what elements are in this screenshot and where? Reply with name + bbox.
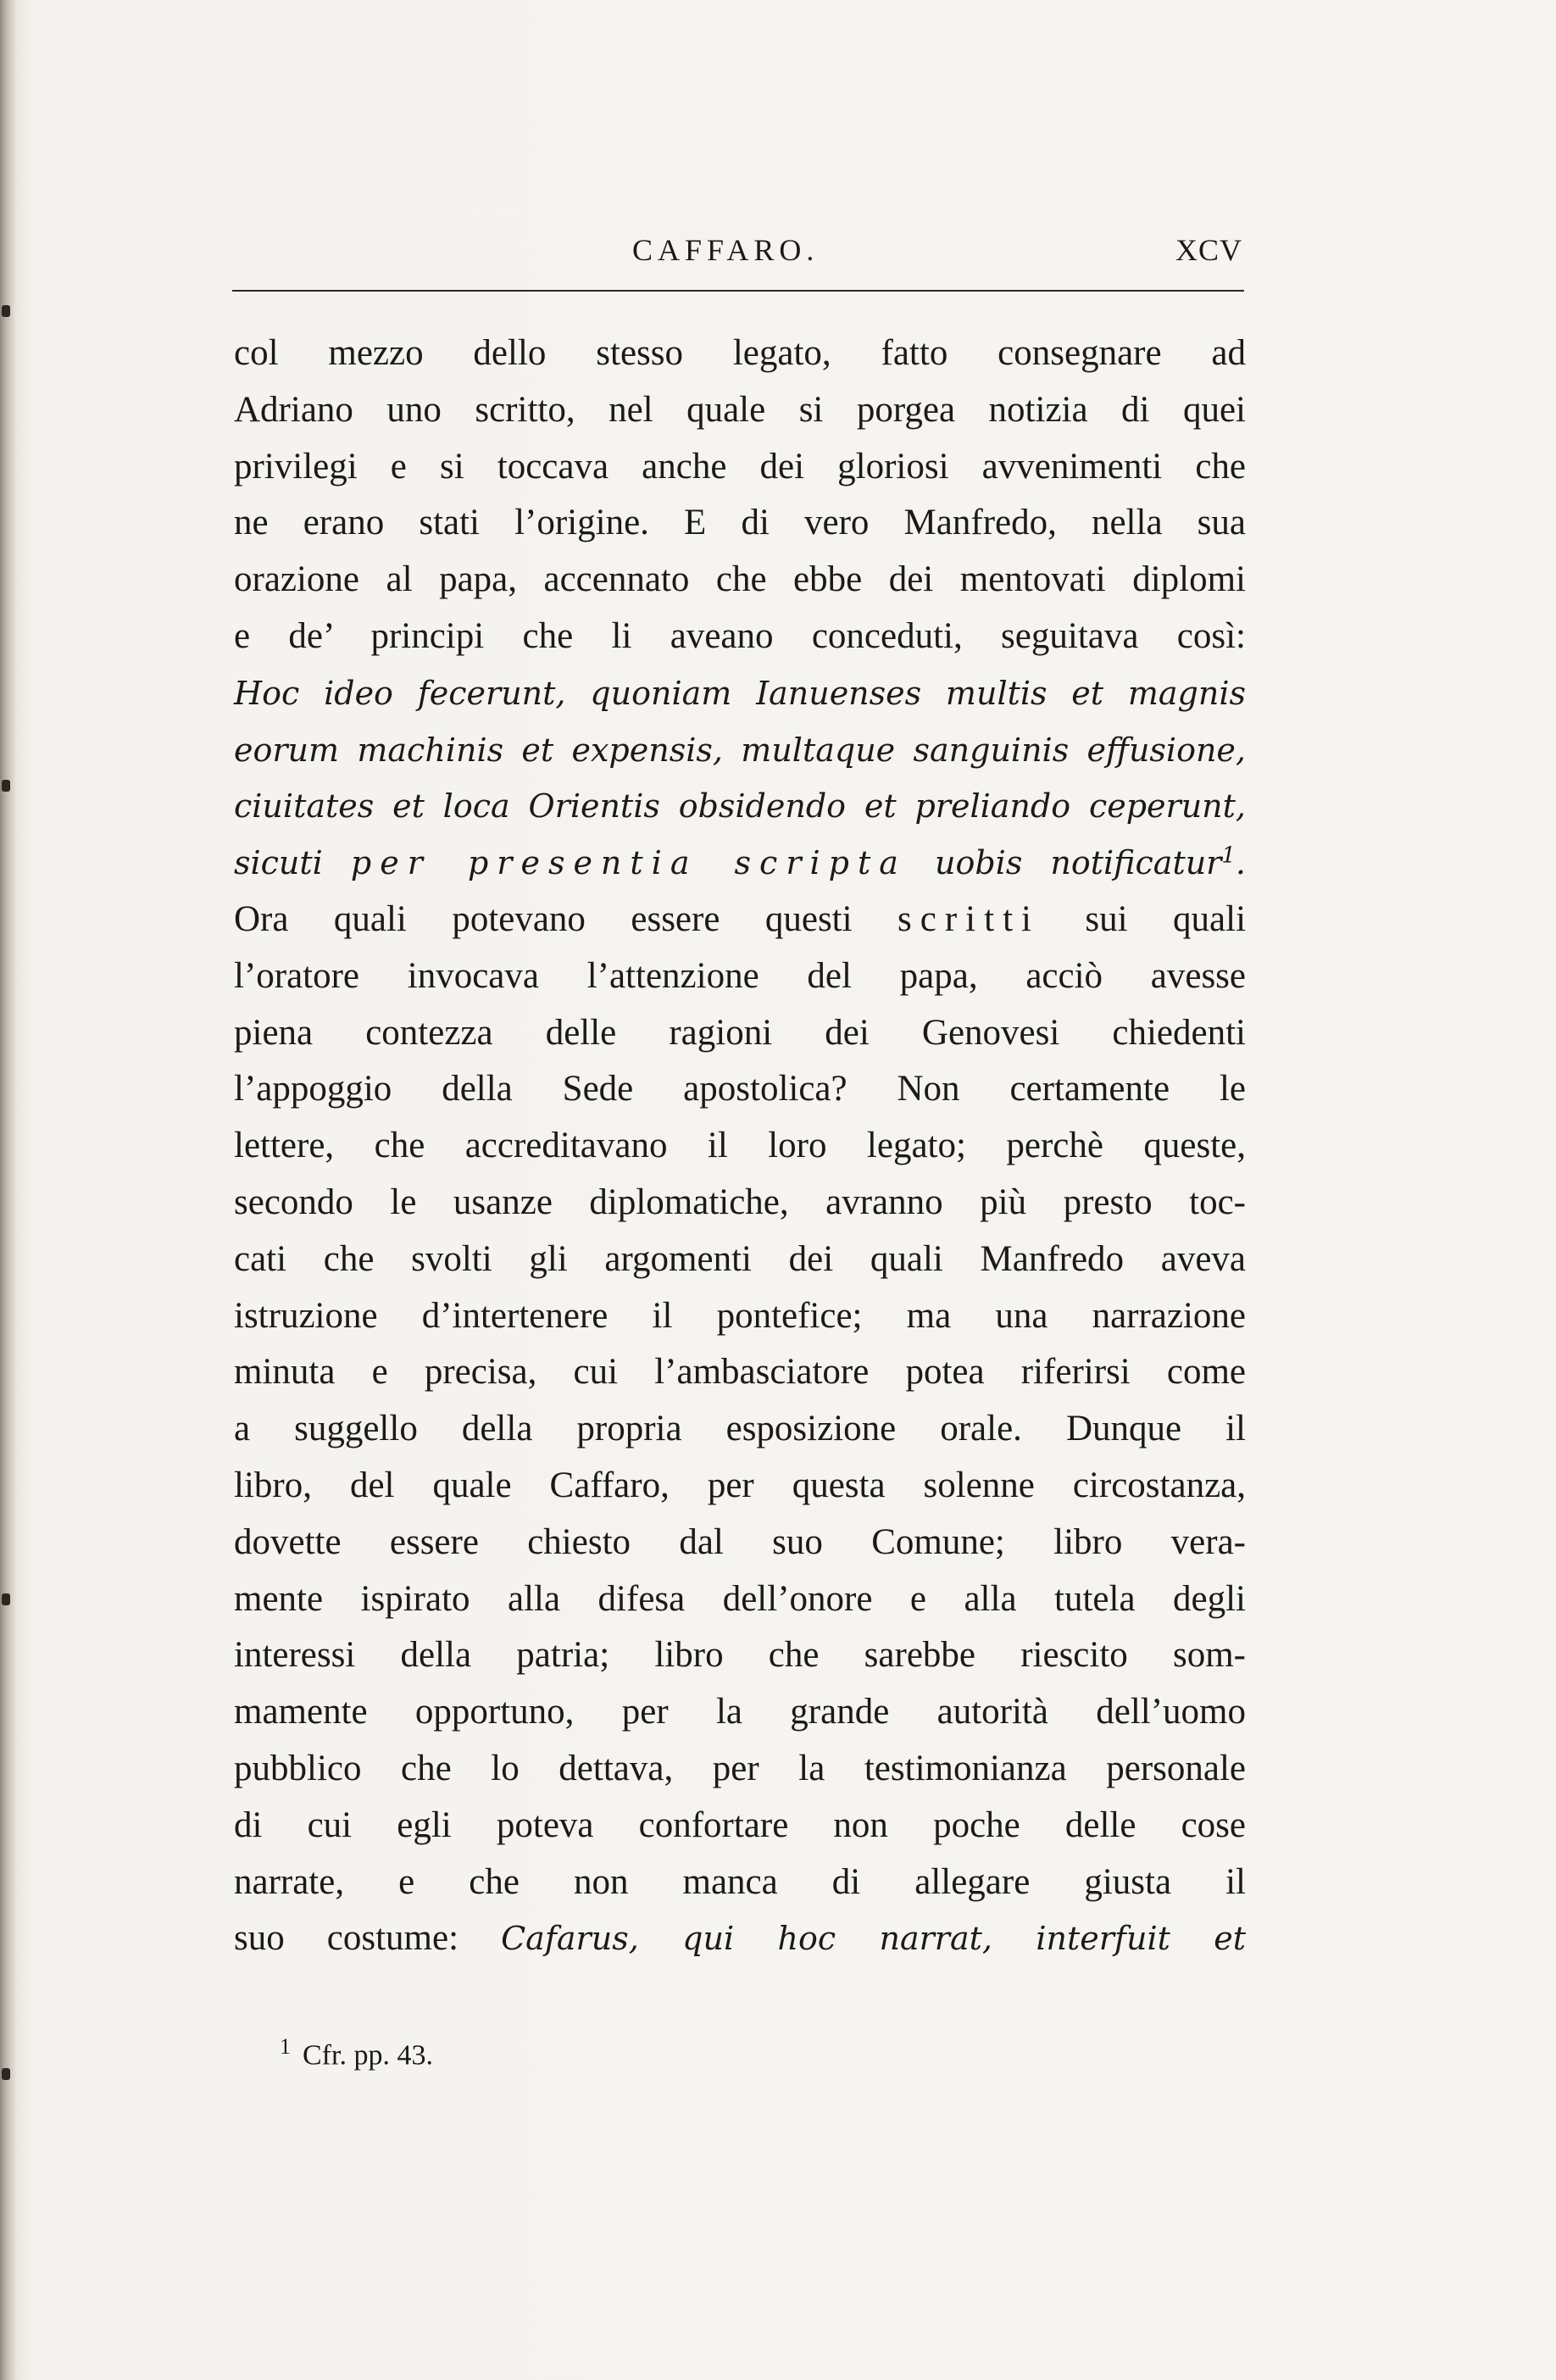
text-line: libro, del quale Caffaro, per questa solenne circostanza, <box>234 1465 1246 1505</box>
footnote-reference: 1 <box>1221 842 1236 869</box>
binding-stitch <box>2 1593 10 1605</box>
text-line: piena contezza delle ragioni dei Genovesi chiedenti <box>234 1012 1246 1053</box>
text-line: e de’ principi che li aveano conceduti, seguitava così: <box>234 615 1246 656</box>
text-line: orazione al papa, accennato che ebbe dei mentovati diplomi <box>234 559 1246 600</box>
text-line: dovette essere chiesto dal suo Comune; libro vera- <box>234 1521 1246 1562</box>
footnote-text: Cfr. pp. 43. <box>303 2039 433 2071</box>
footnote-mark: 1 <box>280 2034 291 2059</box>
latin-quote-line: Hoc ideo fecerunt, quoniam Ianuenses multis et magnis <box>234 674 1246 712</box>
running-head <box>234 229 1244 280</box>
header-rule <box>232 290 1244 292</box>
punctuation: . <box>1235 844 1246 882</box>
text-segment: suo costume: <box>234 1918 459 1959</box>
text-segment: Ora quali potevano essere questi <box>234 898 853 939</box>
running-head-title: CAFFARO. <box>632 233 820 267</box>
text-line: l’oratore invocava l’attenzione del papa, acciò avesse <box>234 955 1246 996</box>
latin-quote: Cafarus, qui hoc narrat, interfuit et <box>501 1920 1247 1958</box>
latin-phrase: uobis notificatur <box>934 844 1222 882</box>
text-line: privilegi e si toccava anche dei gloriosi avvenimenti che <box>234 446 1246 487</box>
latin-word: sicuti <box>234 844 323 882</box>
text-line: mamente opportuno, per la grande autorità dell’uomo <box>234 1692 1246 1732</box>
latin-quote-line: eorum machinis et expensis, multaque sanguinis effusione, <box>234 731 1246 769</box>
text-line: mente ispirato alla difesa dell’onore e alla tutela degli <box>234 1578 1246 1619</box>
text-line: pubblico che lo dettava, per la testimonianza personale <box>234 1748 1246 1788</box>
text-line: ne erano stati l’origine. E di vero Manfredo, nella sua <box>234 503 1246 543</box>
text-line: a suggello della propria esposizione orale. Dunque il <box>234 1409 1246 1449</box>
spaced-latin-phrase: per presentia scripta <box>350 844 907 882</box>
binding-edge <box>0 0 15 2380</box>
page-number: XCV <box>1175 233 1242 267</box>
latin-quote-line: ciuitates et loca Orientis obsidendo et preliando ceperunt, <box>234 787 1246 826</box>
text-line: di cui egli poteva confortare non poche delle cose <box>234 1804 1246 1845</box>
text-line: istruzione d’intertenere il pontefice; ma una narrazione <box>234 1295 1246 1336</box>
text-line: narrate, e che non manca di allegare giusta il <box>234 1861 1246 1902</box>
text-segment: sui quali <box>1085 898 1247 939</box>
text-line: col mezzo dello stesso legato, fatto consegnare ad <box>234 333 1246 373</box>
text-line: secondo le usanze diplomatiche, avranno più presto toc- <box>234 1182 1246 1222</box>
latin-quote-line <box>234 835 1246 892</box>
spaced-word: scritti <box>897 898 1040 939</box>
text-line: cati che svolti gli argomenti dei quali Manfredo aveva <box>234 1238 1246 1279</box>
text-line: lettere, che accreditavano il loro legato; perchè queste, <box>234 1126 1246 1166</box>
footnote <box>280 2034 433 2071</box>
text-line: Adriano uno scritto, nel quale si porgea notizia di quei <box>234 389 1246 430</box>
binding-stitch <box>2 305 10 317</box>
text-line: l’appoggio della Sede apostolica? Non certamente le <box>234 1069 1246 1109</box>
text-line <box>234 1910 1246 1967</box>
binding-stitch <box>2 2068 10 2080</box>
text-line: minuta e precisa, cui l’ambasciatore potea riferirsi come <box>234 1352 1246 1393</box>
body-text <box>234 325 1246 1967</box>
text-line: interessi della patria; libro che sarebbe riescito som- <box>234 1635 1246 1676</box>
binding-stitch <box>2 780 10 792</box>
text-line <box>234 892 1246 948</box>
